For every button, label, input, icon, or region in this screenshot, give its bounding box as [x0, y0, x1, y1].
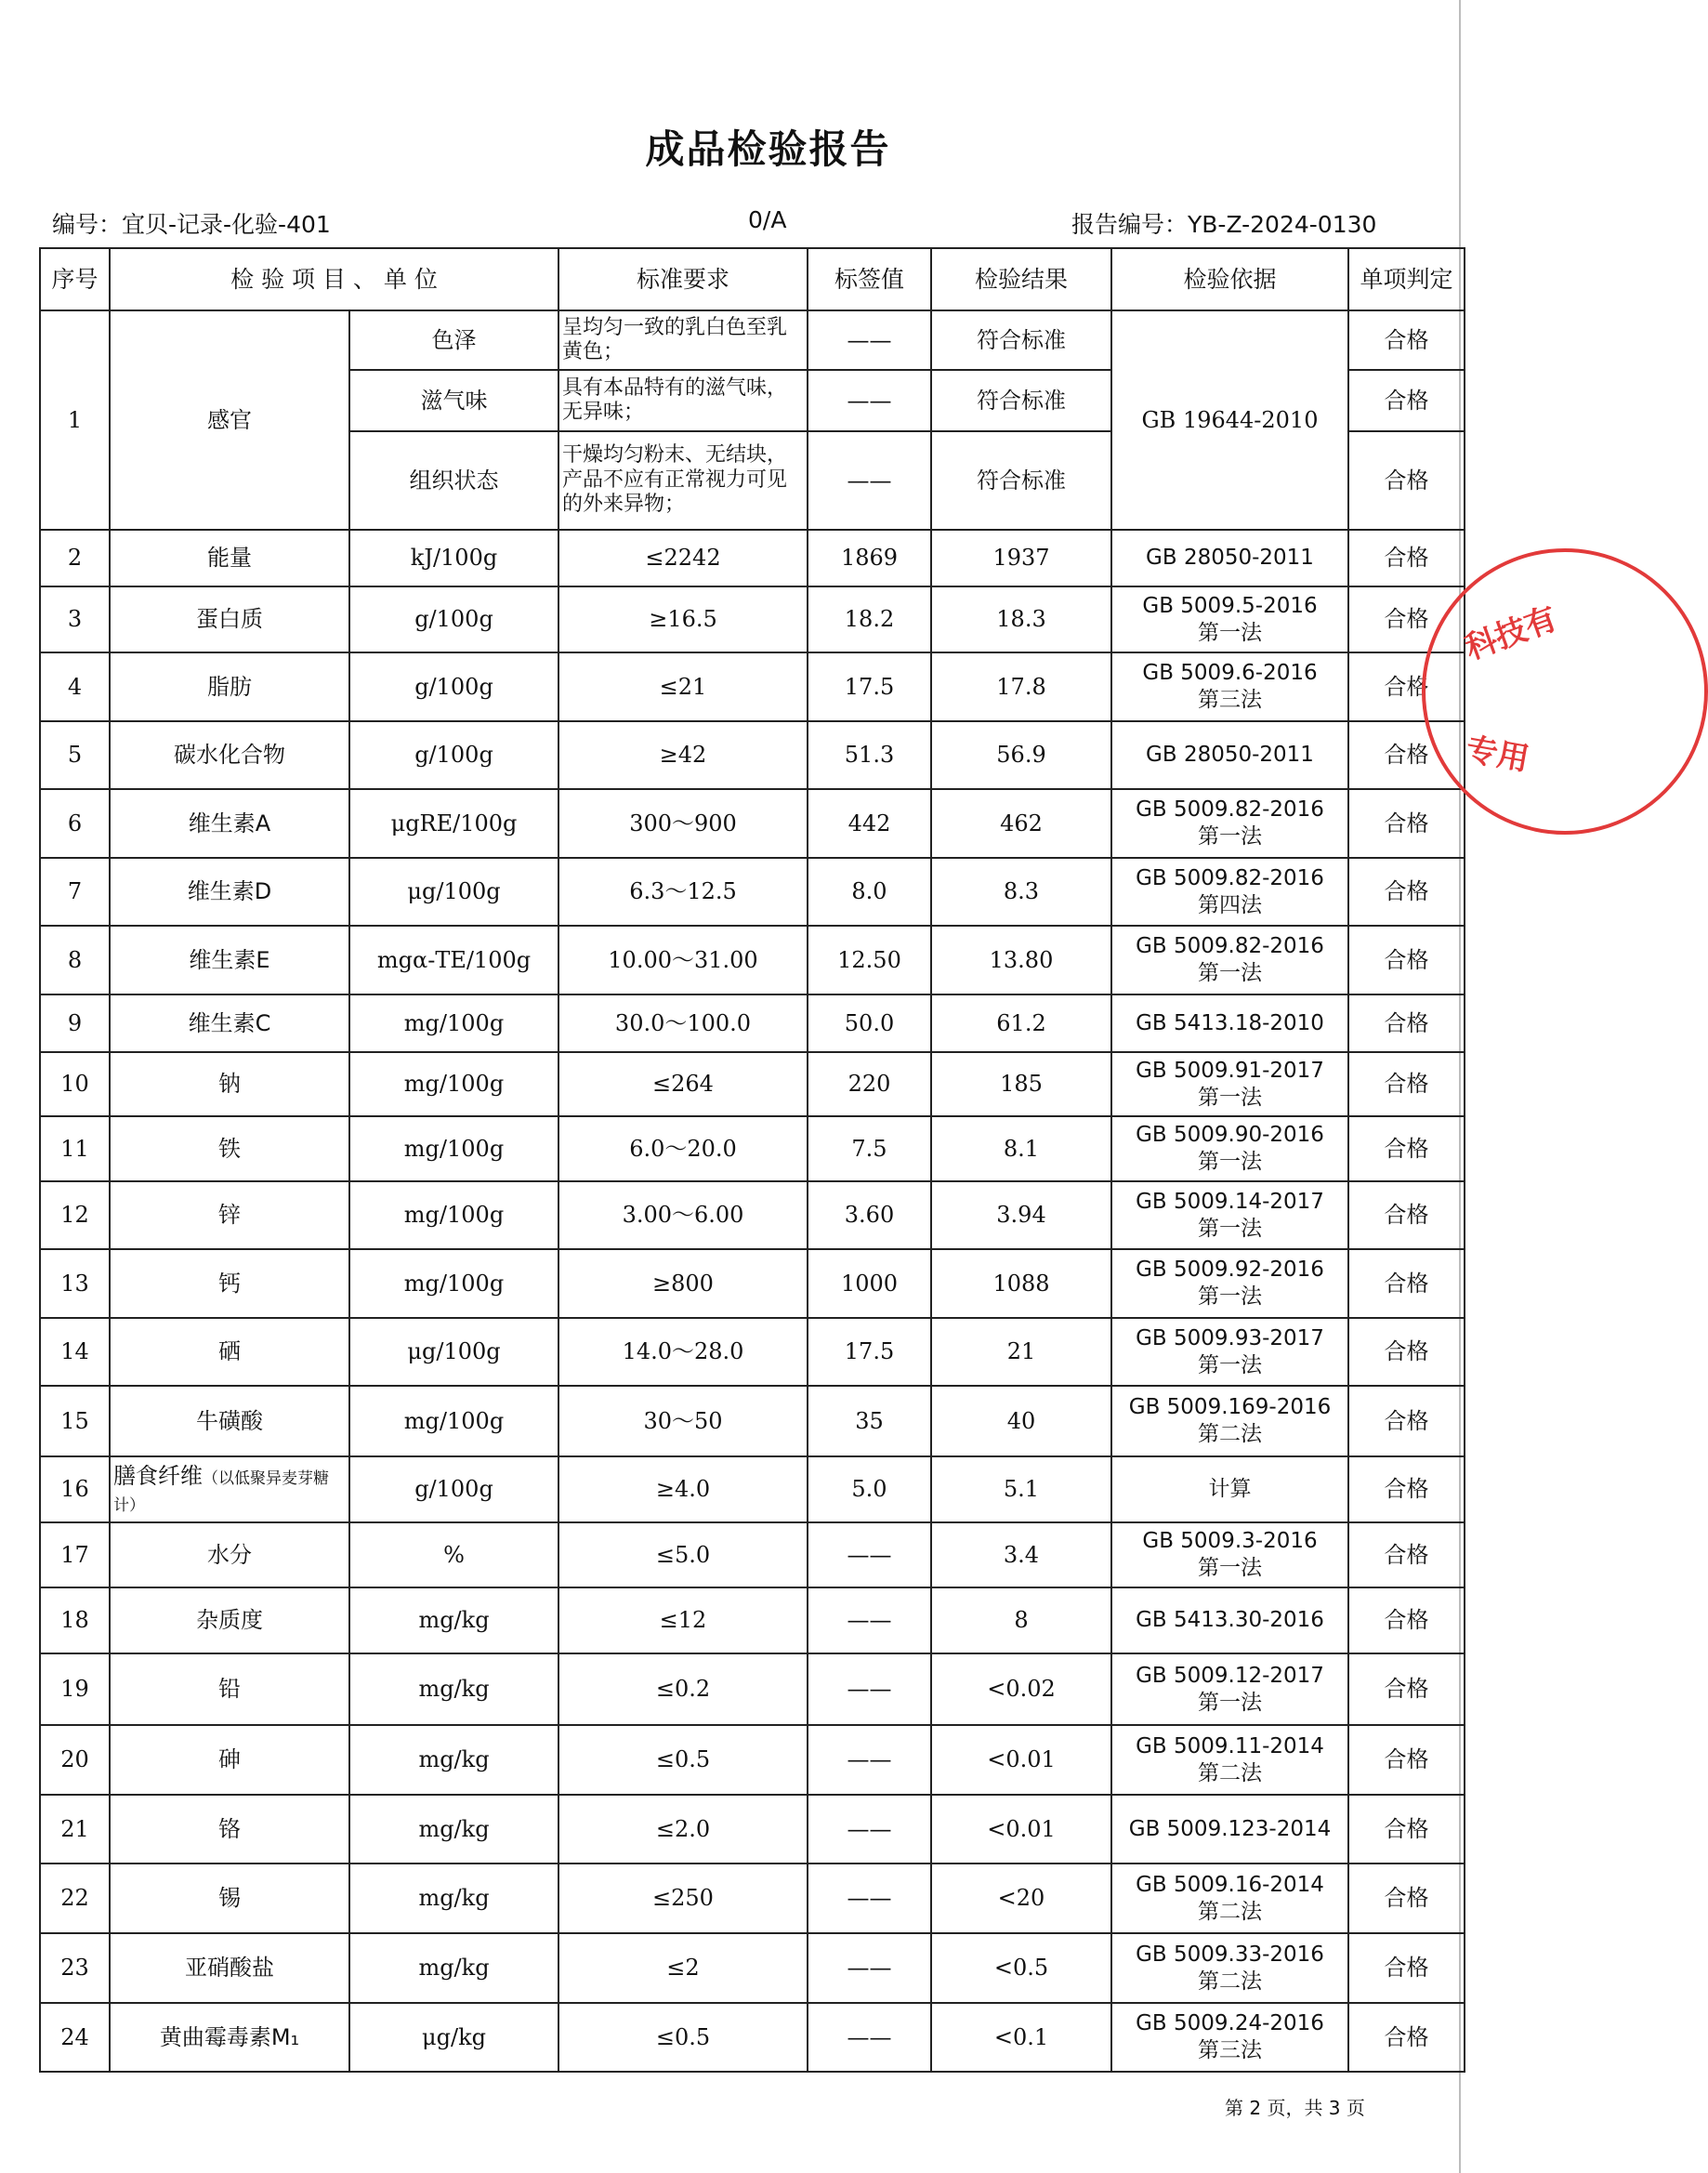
- item-unit: μg/100g: [349, 858, 558, 926]
- item-name: 亚硝酸盐: [110, 1933, 349, 2003]
- item-unit: mg/kg: [349, 1725, 558, 1795]
- verdict: 合格: [1348, 1181, 1465, 1249]
- test-result: 61.2: [931, 994, 1111, 1052]
- test-result: 8: [931, 1587, 1111, 1653]
- label-value: ——: [808, 1795, 931, 1864]
- row-no: 15: [40, 1386, 110, 1456]
- row-no: 9: [40, 994, 110, 1052]
- item-note: （以低聚异麦芽糖计）: [113, 1468, 329, 1515]
- standard-requirement: 30.0～100.0: [558, 994, 808, 1052]
- table-row: [40, 1116, 1465, 1181]
- item-unit: kJ/100g: [349, 530, 558, 586]
- item-name: 铅: [110, 1653, 349, 1725]
- item-unit: mg/100g: [349, 1052, 558, 1116]
- row-no: 16: [40, 1456, 110, 1522]
- table-row: [40, 1181, 1465, 1249]
- standard-requirement: ≥16.5: [558, 586, 808, 652]
- sensory-requirement: 具有本品特有的滋气味，无异味；: [558, 370, 808, 431]
- item-name: 砷: [110, 1725, 349, 1795]
- sensory-verdict: 合格: [1348, 370, 1465, 431]
- row-no: 21: [40, 1795, 110, 1864]
- verdict: 合格: [1348, 1864, 1465, 1933]
- table-row: [40, 926, 1465, 994]
- test-result: 3.94: [931, 1181, 1111, 1249]
- item-unit: mg/100g: [349, 994, 558, 1052]
- item-unit: mg/100g: [349, 1116, 558, 1181]
- table-row: [40, 652, 1465, 721]
- sensory-no: 1: [40, 310, 110, 530]
- standard-requirement: ≤21: [558, 652, 808, 721]
- test-basis: GB 5009.82-2016 第一法: [1111, 926, 1348, 994]
- sensory-verdict: 合格: [1348, 310, 1465, 370]
- test-basis: 计算: [1111, 1456, 1348, 1522]
- test-basis: GB 5009.82-2016 第四法: [1111, 858, 1348, 926]
- table-row: [40, 586, 1465, 652]
- test-basis: GB 5009.12-2017 第一法: [1111, 1653, 1348, 1725]
- verdict: 合格: [1348, 1933, 1465, 2003]
- item-name: 钠: [110, 1052, 349, 1116]
- row-no: 22: [40, 1864, 110, 1933]
- verdict: 合格: [1348, 1587, 1465, 1653]
- test-basis: GB 28050-2011: [1111, 721, 1348, 789]
- table-header-row: [40, 248, 1465, 310]
- standard-requirement: ≥42: [558, 721, 808, 789]
- label-value: 50.0: [808, 994, 931, 1052]
- item-name: 碳水化合物: [110, 721, 349, 789]
- label-value: 12.50: [808, 926, 931, 994]
- label-value: ——: [808, 2003, 931, 2072]
- test-basis: GB 5009.92-2016 第一法: [1111, 1249, 1348, 1318]
- row-no: 12: [40, 1181, 110, 1249]
- verdict: 合格: [1348, 2003, 1465, 2072]
- sensory-name: 感官: [110, 310, 349, 530]
- item-unit: g/100g: [349, 1456, 558, 1522]
- label-value: 8.0: [808, 858, 931, 926]
- verdict: 合格: [1348, 1653, 1465, 1725]
- item-unit: μg/kg: [349, 2003, 558, 2072]
- test-result: <0.5: [931, 1933, 1111, 2003]
- item-name: 维生素D: [110, 858, 349, 926]
- verdict: 合格: [1348, 721, 1465, 789]
- test-result: <0.01: [931, 1725, 1111, 1795]
- row-no: 17: [40, 1522, 110, 1587]
- row-no: 5: [40, 721, 110, 789]
- test-result: 3.4: [931, 1522, 1111, 1587]
- table-row: [40, 1653, 1465, 1725]
- item-name: 黄曲霉毒素M₁: [110, 2003, 349, 2072]
- page-number: 第 2 页，共 3 页: [1225, 2097, 1365, 2119]
- sensory-row-color: [40, 310, 1465, 370]
- row-no: 3: [40, 586, 110, 652]
- label-value: 17.5: [808, 1318, 931, 1386]
- item-unit: μgRE/100g: [349, 789, 558, 858]
- label-value: 17.5: [808, 652, 931, 721]
- label-value: 3.60: [808, 1181, 931, 1249]
- test-basis: GB 5009.11-2014 第二法: [1111, 1725, 1348, 1795]
- verdict: 合格: [1348, 586, 1465, 652]
- label-value: ——: [808, 1725, 931, 1795]
- test-result: 185: [931, 1052, 1111, 1116]
- record-version: 0/A: [748, 206, 787, 233]
- item-name: 铬: [110, 1795, 349, 1864]
- test-basis: GB 28050-2011: [1111, 530, 1348, 586]
- sensory-sub: 组织状态: [349, 431, 558, 530]
- col-header-label-value: 标签值: [808, 248, 931, 310]
- label-value: ——: [808, 1587, 931, 1653]
- sensory-sub: 色泽: [349, 310, 558, 370]
- standard-requirement: 3.00～6.00: [558, 1181, 808, 1249]
- sensory-label-value: ——: [808, 431, 931, 530]
- table-row: [40, 858, 1465, 926]
- item-unit: %: [349, 1522, 558, 1587]
- item-name: 硒: [110, 1318, 349, 1386]
- sensory-label-value: ——: [808, 370, 931, 431]
- standard-requirement: ≤0.2: [558, 1653, 808, 1725]
- table-row: [40, 1522, 1465, 1587]
- sensory-verdict: 合格: [1348, 431, 1465, 530]
- test-result: <0.1: [931, 2003, 1111, 2072]
- row-no: 4: [40, 652, 110, 721]
- item-name: 维生素E: [110, 926, 349, 994]
- test-result: 18.3: [931, 586, 1111, 652]
- item-unit: mg/kg: [349, 1795, 558, 1864]
- item-name: 钙: [110, 1249, 349, 1318]
- standard-requirement: 6.3～12.5: [558, 858, 808, 926]
- row-no: 19: [40, 1653, 110, 1725]
- row-no: 2: [40, 530, 110, 586]
- test-basis: GB 5009.6-2016 第三法: [1111, 652, 1348, 721]
- standard-requirement: ≤2242: [558, 530, 808, 586]
- verdict: 合格: [1348, 994, 1465, 1052]
- standard-requirement: ≥800: [558, 1249, 808, 1318]
- item-unit: g/100g: [349, 652, 558, 721]
- label-value: 1000: [808, 1249, 931, 1318]
- standard-requirement: ≤2: [558, 1933, 808, 2003]
- item-name: 维生素C: [110, 994, 349, 1052]
- test-basis: GB 5009.24-2016 第三法: [1111, 2003, 1348, 2072]
- test-result: 8.3: [931, 858, 1111, 926]
- test-basis: GB 5009.16-2014 第二法: [1111, 1864, 1348, 1933]
- seal-text: 专用: [1463, 731, 1532, 779]
- table-row: [40, 1864, 1465, 1933]
- company-seal: [1422, 548, 1708, 835]
- label-value: ——: [808, 1933, 931, 2003]
- item-name: 杂质度: [110, 1587, 349, 1653]
- table-row: [40, 1933, 1465, 2003]
- record-code: 编号：宜贝-记录-化验-401: [52, 211, 331, 238]
- sensory-requirement: 呈均匀一致的乳白色至乳黄色；: [558, 310, 808, 370]
- verdict: 合格: [1348, 1318, 1465, 1386]
- test-basis: GB 5413.18-2010: [1111, 994, 1348, 1052]
- standard-requirement: ≤2.0: [558, 1795, 808, 1864]
- table-row: [40, 721, 1465, 789]
- verdict: 合格: [1348, 858, 1465, 926]
- table-row: [40, 994, 1465, 1052]
- standard-requirement: 300～900: [558, 789, 808, 858]
- item-name: 水分: [110, 1522, 349, 1587]
- verdict: 合格: [1348, 1386, 1465, 1456]
- row-no: 8: [40, 926, 110, 994]
- test-basis: GB 5009.5-2016 第一法: [1111, 586, 1348, 652]
- verdict: 合格: [1348, 789, 1465, 858]
- verdict: 合格: [1348, 1052, 1465, 1116]
- verdict: 合格: [1348, 1795, 1465, 1864]
- sensory-label-value: ——: [808, 310, 931, 370]
- verdict: 合格: [1348, 1456, 1465, 1522]
- test-result: 17.8: [931, 652, 1111, 721]
- table-row: [40, 1587, 1465, 1653]
- item-name: 膳食纤维（以低聚异麦芽糖计）: [110, 1456, 349, 1522]
- test-result: 1088: [931, 1249, 1111, 1318]
- test-basis: GB 5009.90-2016 第一法: [1111, 1116, 1348, 1181]
- item-unit: mg/kg: [349, 1653, 558, 1725]
- page-title: 成品检验报告: [645, 126, 891, 172]
- table-row: [40, 530, 1465, 586]
- item-unit: mg/kg: [349, 1933, 558, 2003]
- table-row: [40, 1318, 1465, 1386]
- item-unit: mgα-TE/100g: [349, 926, 558, 994]
- test-result: 40: [931, 1386, 1111, 1456]
- table-row: [40, 1795, 1465, 1864]
- report-number: 报告编号：YB-Z-2024-0130: [1071, 211, 1377, 238]
- row-no: 20: [40, 1725, 110, 1795]
- test-result: 21: [931, 1318, 1111, 1386]
- standard-requirement: ≤264: [558, 1052, 808, 1116]
- verdict: 合格: [1348, 1725, 1465, 1795]
- item-name: 蛋白质: [110, 586, 349, 652]
- item-name: 牛磺酸: [110, 1386, 349, 1456]
- table-row: [40, 1249, 1465, 1318]
- row-no: 24: [40, 2003, 110, 2072]
- sensory-result: 符合标准: [931, 370, 1111, 431]
- label-value: 51.3: [808, 721, 931, 789]
- verdict: 合格: [1348, 1522, 1465, 1587]
- col-header-result: 检验结果: [931, 248, 1111, 310]
- verdict: 合格: [1348, 1116, 1465, 1181]
- label-value: ——: [808, 1653, 931, 1725]
- row-no: 18: [40, 1587, 110, 1653]
- verdict: 合格: [1348, 652, 1465, 721]
- test-result: 13.80: [931, 926, 1111, 994]
- item-name: 铁: [110, 1116, 349, 1181]
- verdict: 合格: [1348, 926, 1465, 994]
- label-value: 442: [808, 789, 931, 858]
- test-basis: GB 5009.82-2016 第一法: [1111, 789, 1348, 858]
- standard-requirement: ≤250: [558, 1864, 808, 1933]
- verdict: 合格: [1348, 1249, 1465, 1318]
- test-basis: GB 5009.33-2016 第二法: [1111, 1933, 1348, 2003]
- table-row: [40, 1052, 1465, 1116]
- test-result: <20: [931, 1864, 1111, 1933]
- test-basis: GB 5009.93-2017 第一法: [1111, 1318, 1348, 1386]
- test-basis: GB 5009.91-2017 第一法: [1111, 1052, 1348, 1116]
- standard-requirement: 14.0～28.0: [558, 1318, 808, 1386]
- test-result: <0.02: [931, 1653, 1111, 1725]
- test-basis: GB 5009.123-2014: [1111, 1795, 1348, 1864]
- item-name: 锡: [110, 1864, 349, 1933]
- item-name: 能量: [110, 530, 349, 586]
- table-row: [40, 1725, 1465, 1795]
- item-unit: mg/kg: [349, 1864, 558, 1933]
- test-result: 8.1: [931, 1116, 1111, 1181]
- test-basis: GB 5009.169-2016 第二法: [1111, 1386, 1348, 1456]
- row-no: 7: [40, 858, 110, 926]
- verdict: 合格: [1348, 530, 1465, 586]
- row-no: 23: [40, 1933, 110, 2003]
- standard-requirement: ≤0.5: [558, 1725, 808, 1795]
- label-value: 7.5: [808, 1116, 931, 1181]
- label-value: 18.2: [808, 586, 931, 652]
- table-row: [40, 2003, 1465, 2072]
- inspection-table: [39, 247, 1465, 2073]
- table-row: [40, 1386, 1465, 1456]
- label-value: 1869: [808, 530, 931, 586]
- col-header-basis: 检验依据: [1111, 248, 1348, 310]
- standard-requirement: ≤12: [558, 1587, 808, 1653]
- test-basis: GB 5009.3-2016 第一法: [1111, 1522, 1348, 1587]
- label-value: ——: [808, 1522, 931, 1587]
- item-unit: mg/100g: [349, 1181, 558, 1249]
- item-rows: [40, 530, 1465, 2072]
- test-result: <0.01: [931, 1795, 1111, 1864]
- row-no: 13: [40, 1249, 110, 1318]
- test-result: 56.9: [931, 721, 1111, 789]
- test-result: 1937: [931, 530, 1111, 586]
- test-basis: GB 5413.30-2016: [1111, 1587, 1348, 1653]
- item-unit: mg/100g: [349, 1249, 558, 1318]
- table-row: [40, 1456, 1465, 1522]
- standard-requirement: 6.0～20.0: [558, 1116, 808, 1181]
- test-basis: GB 5009.14-2017 第一法: [1111, 1181, 1348, 1249]
- label-value: 5.0: [808, 1456, 931, 1522]
- standard-requirement: 10.00～31.00: [558, 926, 808, 994]
- item-unit: μg/100g: [349, 1318, 558, 1386]
- sensory-sub: 滋气味: [349, 370, 558, 431]
- sensory-result: 符合标准: [931, 310, 1111, 370]
- label-value: 35: [808, 1386, 931, 1456]
- label-value: ——: [808, 1864, 931, 1933]
- sensory-requirement: 干燥均匀粉末、无结块，产品不应有正常视力可见的外来异物；: [558, 431, 808, 530]
- standard-requirement: ≤0.5: [558, 2003, 808, 2072]
- row-no: 14: [40, 1318, 110, 1386]
- row-no: 6: [40, 789, 110, 858]
- item-name: 脂肪: [110, 652, 349, 721]
- item-unit: mg/kg: [349, 1587, 558, 1653]
- col-header-no: 序号: [40, 248, 110, 310]
- standard-requirement: ≥4.0: [558, 1456, 808, 1522]
- standard-requirement: ≤5.0: [558, 1522, 808, 1587]
- table-row: [40, 789, 1465, 858]
- test-result: 462: [931, 789, 1111, 858]
- item-name: 锌: [110, 1181, 349, 1249]
- sensory-result: 符合标准: [931, 431, 1111, 530]
- col-header-item: 检 验 项 目 、 单 位: [110, 248, 558, 310]
- standard-requirement: 30～50: [558, 1386, 808, 1456]
- item-unit: g/100g: [349, 721, 558, 789]
- col-header-verdict: 单项判定: [1348, 248, 1465, 310]
- item-name: 维生素A: [110, 789, 349, 858]
- col-header-requirement: 标准要求: [558, 248, 808, 310]
- label-value: 220: [808, 1052, 931, 1116]
- sensory-basis: GB 19644-2010: [1111, 310, 1348, 530]
- item-unit: mg/100g: [349, 1386, 558, 1456]
- row-no: 11: [40, 1116, 110, 1181]
- item-unit: g/100g: [349, 586, 558, 652]
- seal-text: 科技有: [1460, 599, 1562, 668]
- test-result: 5.1: [931, 1456, 1111, 1522]
- row-no: 10: [40, 1052, 110, 1116]
